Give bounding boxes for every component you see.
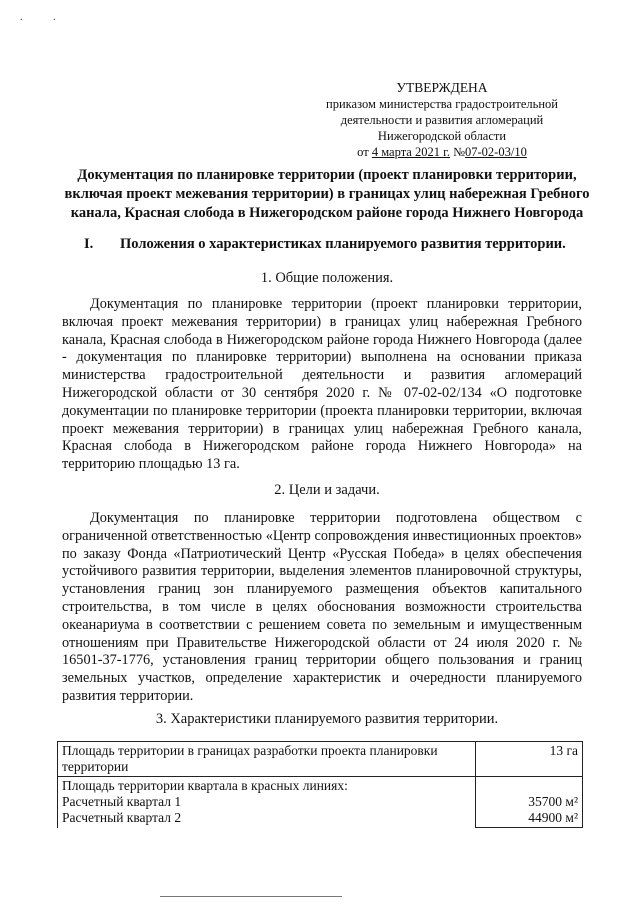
approval-line-3: Нижегородской области [377,129,507,143]
subsection-1-text: Документация по планировке территории (проект планировки территории, включая проект межевания территории) в границах улиц набережная Гребного канала, Красная слобода в Нижегородском районе города Нижнего Новгорода (далее - документация по планировке территории) выполнена на основании приказа министерства градостроительной деятельности и развития агломераций Нижегородской области от 30 сентября 2020 г. № 07-02-02/134 «О подготовке документации по планировке территории (проекта планировки территории, включая проект межевания территории) в границах улиц набережная Гребного канала, Красная слобода в Нижегородском районе города Нижнего Новгорода» на территорию площадью 13 га. [62,296,582,473]
scan-artifact-dots: . . [20,12,70,23]
quarter-1-label: Расчетный квартал 1 [62,794,182,809]
approval-heading: УТВЕРЖДЕНА [396,80,488,95]
approval-date: 4 марта 2021 г. [371,145,450,159]
subsection-1-heading: 1. Общие положения. [260,270,394,286]
quarter-2-value: 44900 м² [528,810,578,825]
approval-line-2: деятельности и развития агломераций [340,113,544,127]
table-row [58,777,583,828]
footer-rule [160,896,342,897]
section-number: I. [84,236,94,252]
table-cell-value [476,777,583,828]
table-row [58,742,583,777]
approval-number: 07-02-03/10 [465,145,527,159]
approval-date-line [312,144,572,160]
date-prefix: от [357,145,372,159]
quarter-area-label: Площадь территории квартала в красных линиях: [62,778,348,793]
approval-line-1: приказом министерства градостроительной [326,97,558,111]
subsection-3-heading: 3. Характеристики планируемого развития территории. [155,711,499,727]
approval-stamp [312,80,572,160]
table-cell-label [58,777,476,828]
document-title: Документация по планировке территории (проект планировки территории, включая проект межевания территории) в границах улиц набережная Гребного канала, Красная слобода в Нижегородском районе города Нижнего Новгорода [64,167,590,221]
number-prefix: № [449,145,466,159]
subsection-2-heading: 2. Цели и задачи. [274,482,380,498]
section-title: Положения о характеристиках планируемого развития территории. [120,236,566,252]
characteristics-table [57,741,583,828]
quarter-1-value: 35700 м² [528,794,578,809]
subsection-2-text: Документация по планировке территории подготовлена обществом с ограниченной ответственностью «Центр сопровождения инвестиционных проектов» по заказу Фонда «Патриотический Центр «Русская Победа» в целях обеспечения устойчивого развития территории, выделения элементов планировочной структуры, установления границ зон планируемого размещения объектов капитального строительства, в том числе в целях обоснования возможности строительства океанариума в соответствии с решением совета по земельным и имущественным отношениям при Правительстве Нижегородской области от 24 июля 2020 г. № 16501-37-1776, установления границ территории общего пользования и границ земельных участков, определение характеристик и очередности планируемого развития территории. [62,510,582,704]
table-cell-value: 13 га [476,742,583,777]
table-cell-label: Площадь территории в границах разработки проекта планировки территории [58,742,476,777]
quarter-2-label: Расчетный квартал 2 [62,810,182,825]
